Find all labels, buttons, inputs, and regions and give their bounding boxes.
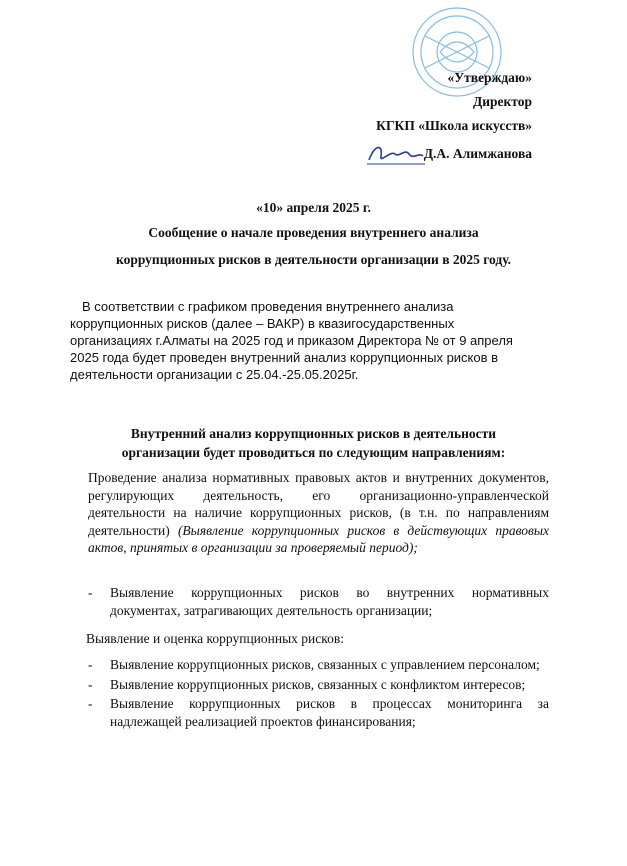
document-title-line1: Сообщение о начале проведения внутреннего анализа: [148, 225, 479, 240]
direction-1-paragraph: [88, 469, 549, 557]
list-1: [88, 584, 549, 621]
list-bullet: -: [88, 676, 93, 692]
list-item-text: Выявление коррупционных рисков, связанных с конфликтом интересов;: [110, 676, 526, 692]
intro-paragraph: [70, 298, 545, 383]
approval-label: «Утверждаю»: [447, 70, 532, 85]
list-item-text: Выявление коррупционных рисков, связанных с управлением персоналом;: [110, 657, 540, 672]
list-item: [88, 656, 549, 674]
list-bullet: -: [88, 657, 93, 672]
document-date: «10» апреля 2025 г.: [256, 200, 371, 215]
list-item: [88, 584, 549, 619]
document-title-line2: коррупционных рисков в деятельности организации в 2025 году.: [115, 252, 511, 267]
organization-name: КГКП «Школа искусств»: [376, 118, 532, 133]
list-item-text: Выявление коррупционных рисков в процессах мониторинга за надлежащей реализацией проектов финансирования;: [110, 696, 549, 729]
director-position: Директор: [472, 94, 532, 109]
list-bullet: -: [88, 585, 93, 600]
intro-line: деятельности организации с 25.04.-25.05.2025г.: [70, 367, 359, 382]
direction-2-heading: Выявление и оценка коррупционных рисков:: [86, 631, 345, 646]
intro-line: коррупционных рисков (далее – ВАКР) в квазигосударственных: [70, 316, 455, 331]
direction-1-italic: (Выявление коррупционных рисков в действующих правовых актов, принятых в организации за проверяемый период);: [88, 522, 549, 555]
director-name: Д.А. Алимжанова: [423, 146, 532, 161]
list-item-text: Выявление коррупционных рисков во внутренних нормативных документах, затрагивающих деятельность организации;: [110, 585, 549, 618]
official-seal-stamp: [385, 6, 535, 102]
director-signature: [365, 140, 425, 168]
list-item: [88, 695, 549, 730]
intro-line: В соответствии с графиком проведения внутреннего анализа: [82, 299, 454, 314]
list-2: [88, 656, 549, 732]
direction-1-text: Проведение анализа нормативных правовых актов и внутренних документов, регулирующих деятельность, его организационно-управленческой деятельности на наличие коррупционных рисков, (в т.н. по направлениям деятельности): [88, 470, 549, 538]
intro-line: 2025 года будет проведен внутренний анализ коррупционных рисков в: [70, 350, 499, 365]
list-bullet: -: [88, 696, 93, 711]
list-item: [88, 676, 549, 694]
section-heading-line1: Внутренний анализ коррупционных рисков в деятельности: [130, 426, 497, 441]
section-heading-line2: организации будет проводиться по следующим направлениям:: [121, 445, 506, 460]
intro-line: организациях г.Алматы на 2025 год и приказом Директора № от 9 апреля: [70, 333, 513, 348]
